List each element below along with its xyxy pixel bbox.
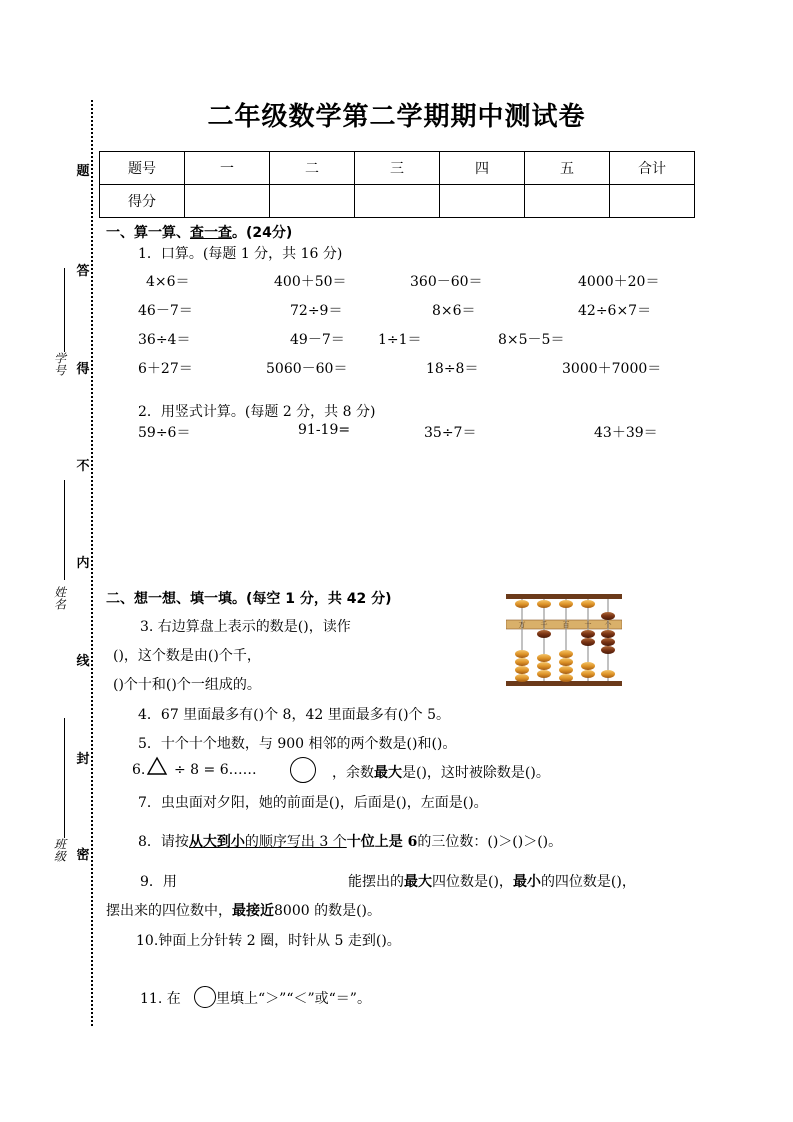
abacus-label: 十	[584, 621, 592, 629]
abacus-label: 千	[540, 621, 548, 629]
score-input-cell[interactable]	[525, 185, 610, 218]
oral-problem: 6＋27＝	[138, 361, 193, 377]
section1-heading: 一、算一算、查一查。(24分)	[106, 225, 293, 241]
vertical-problem: 91-19=	[298, 422, 351, 438]
seal-char-4: 不	[76, 459, 90, 474]
score-header-row	[100, 152, 695, 185]
q11-start: 11. 在	[140, 991, 181, 1007]
name-label: 姓名	[52, 586, 67, 610]
oral-problem: 72÷9＝	[290, 303, 343, 319]
abacus-label: 个	[604, 621, 612, 629]
triangle-icon	[146, 756, 168, 776]
score-input-cell[interactable]	[610, 185, 695, 218]
oral-problem: 1÷1＝	[378, 332, 422, 348]
abacus-label: 百	[562, 621, 570, 629]
vertical-problem: 59÷6＝	[138, 425, 191, 441]
q2-title: 2．用竖式计算。(每题 2 分，共 8 分)	[138, 404, 376, 420]
oral-problem: 8×6＝	[432, 303, 476, 319]
score-input-cell[interactable]	[355, 185, 440, 218]
section2-heading: 二、想一想、填一填。(每空 1 分，共 42 分)	[106, 591, 392, 607]
circle-blank-icon	[194, 986, 216, 1008]
score-input-cell[interactable]	[440, 185, 525, 218]
seal-char-6: 线	[76, 654, 90, 669]
header-cell: 四	[440, 152, 525, 185]
name-blank[interactable]	[64, 480, 65, 580]
oral-problem: 42÷6×7＝	[578, 303, 652, 319]
oral-problem: 49－7＝	[290, 332, 345, 348]
q4: 4．67 里面最多有()个 8，42 里面最多有()个 5。	[138, 707, 450, 723]
circle-blank-icon	[290, 757, 316, 783]
q3-line2: ()，这个数是由()个千，	[113, 648, 261, 664]
q7: 7．虫虫面对夕阳，她的前面是()，后面是()，左面是()。	[138, 795, 488, 811]
score-table	[99, 151, 695, 218]
class-label: 班级	[52, 838, 67, 862]
q9-line1: 能摆出的最大四位数是()，最小的四位数是()，	[348, 874, 636, 890]
q8: 8．请按从大到小的顺序写出 3 个十位上是 6的三位数：()＞()＞()。	[138, 834, 563, 850]
oral-problem: 4×6＝	[146, 274, 190, 290]
abacus-label: 万	[518, 621, 526, 629]
oral-problem: 400＋50＝	[274, 274, 347, 290]
seal-char-3: 得	[76, 362, 90, 377]
header-cell: 三	[355, 152, 440, 185]
class-blank[interactable]	[64, 718, 65, 838]
student-id-label: 学号	[52, 352, 67, 376]
q6-expression: ÷ 8 = 6……	[174, 762, 257, 778]
score-input-cell[interactable]	[185, 185, 270, 218]
abacus-image	[506, 592, 622, 688]
header-cell: 五	[525, 152, 610, 185]
vertical-problem: 35÷7＝	[424, 425, 477, 441]
score-label-cell: 得分	[100, 185, 185, 218]
seal-char-2: 答	[76, 264, 90, 279]
q6-rest: ，余数最大是()，这时被除数是()。	[332, 765, 550, 781]
header-cell: 题号	[100, 152, 185, 185]
oral-problem: 36÷4＝	[138, 332, 191, 348]
seal-char-8: 密	[76, 848, 90, 863]
q3-line3: ()个十和()个一组成的。	[113, 677, 261, 693]
q3-line1: 3. 右边算盘上表示的数是()，读作	[140, 619, 351, 635]
q6-number: 6.	[132, 762, 146, 778]
header-cell: 一	[185, 152, 270, 185]
q1-title: 1．口算。(每题 1 分，共 16 分)	[138, 246, 343, 262]
student-id-blank[interactable]	[64, 268, 65, 352]
header-cell: 合计	[610, 152, 695, 185]
oral-problem: 5060－60＝	[266, 361, 348, 377]
seal-char-1: 题	[76, 164, 90, 179]
seal-char-5: 内	[76, 556, 90, 571]
vertical-problem: 43＋39＝	[594, 425, 658, 441]
page-title: 二年级数学第二学期期中测试卷	[207, 102, 586, 132]
q5: 5．十个十个地数，与 900 相邻的两个数是()和()。	[138, 736, 457, 752]
oral-problem: 3000＋7000＝	[562, 361, 662, 377]
q9-number: 9．用	[140, 874, 177, 890]
oral-problem: 8×5－5＝	[498, 332, 565, 348]
binding-dotted-line	[91, 100, 93, 1026]
score-input-cell[interactable]	[270, 185, 355, 218]
oral-problem: 46－7＝	[138, 303, 193, 319]
oral-problem: 18÷8＝	[426, 361, 479, 377]
q9-line2: 摆出来的四位数中，最接近8000 的数是()。	[106, 903, 382, 919]
seal-char-7: 封	[76, 752, 90, 767]
score-value-row	[100, 185, 695, 218]
abacus-top-frame	[506, 594, 622, 599]
q10: 10.钟面上分针转 2 圈，时针从 5 走到()。	[136, 933, 401, 949]
header-cell: 二	[270, 152, 355, 185]
oral-problem: 4000＋20＝	[578, 274, 660, 290]
oral-problem: 360－60＝	[410, 274, 483, 290]
q11-end: 里填上“＞”“＜”或“＝”。	[216, 991, 371, 1007]
